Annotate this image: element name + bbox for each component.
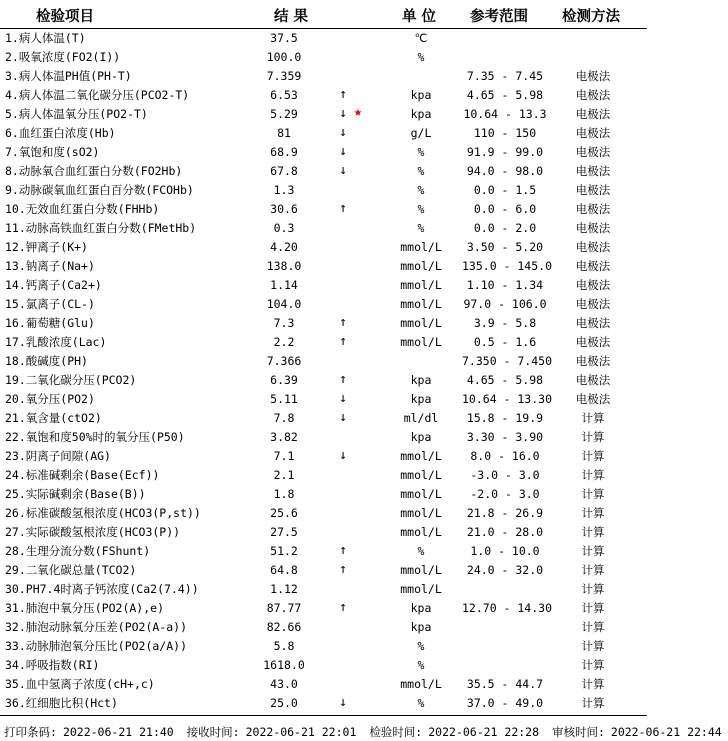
flag-arrow-icon: ↑ [339, 562, 347, 577]
item-name: 29.二氧化碳总量(TCO2) [5, 563, 137, 577]
flag-arrow-icon: ↓ [339, 695, 347, 710]
result-value: 138.0 [266, 259, 302, 273]
table-row [0, 656, 647, 675]
table-row [0, 124, 647, 143]
unit: mmol/L [400, 563, 442, 577]
result-value: 1.8 [273, 487, 295, 501]
unit: ℃ [414, 31, 428, 45]
item-name: 14.钙离子(Ca2+) [5, 278, 102, 292]
unit: kpa [410, 88, 432, 102]
test-method: 计算 [581, 582, 605, 596]
result-value: 1.14 [270, 278, 298, 292]
reference-range: 21.0 - 28.0 [466, 525, 544, 539]
table-row [0, 371, 647, 390]
critical-star-icon: ★ [353, 104, 363, 120]
test-method: 计算 [581, 677, 605, 691]
test-method: 计算 [581, 563, 605, 577]
reference-range: 35.5 - 44.7 [466, 677, 544, 691]
item-name: 24.标准碱剩余(Base(Ecf)) [5, 468, 160, 482]
item-name: 15.氯离子(CL-) [5, 297, 95, 311]
item-name: 23.阴离子间隙(AG) [5, 449, 111, 463]
unit: % [417, 145, 425, 159]
test-method: 电极法 [575, 373, 611, 387]
unit: mmol/L [400, 449, 442, 463]
table-row [0, 162, 647, 181]
table-row [0, 276, 647, 295]
result-value: 100.0 [266, 50, 302, 64]
unit: % [417, 202, 425, 216]
unit: mmol/L [400, 335, 442, 349]
item-name: 22.氧饱和度50%时的氧分压(P50) [5, 430, 185, 444]
result-value: 67.8 [270, 164, 298, 178]
item-name: 26.标准碳酸氢根浓度(HCO3(P,st)) [5, 506, 201, 520]
test-method: 计算 [581, 468, 605, 482]
result-value: 7.3 [273, 316, 295, 330]
test-method: 电极法 [575, 126, 611, 140]
result-value: 0.3 [273, 221, 295, 235]
result-value: 104.0 [266, 297, 302, 311]
print-label: 打印条码: [4, 725, 57, 739]
item-name: 2.吸氧浓度(FO2(I)) [5, 50, 121, 64]
result-value: 6.39 [270, 373, 298, 387]
unit: % [417, 164, 425, 178]
flag-arrow-icon: ↑ [339, 334, 347, 349]
result-value: 7.366 [266, 354, 302, 368]
test-method: 计算 [581, 430, 605, 444]
result-value: 7.1 [273, 449, 295, 463]
table-row [0, 333, 647, 352]
reference-range: 8.0 - 16.0 [470, 449, 540, 463]
test-method: 电极法 [575, 240, 611, 254]
test-method: 电极法 [575, 145, 611, 159]
result-value: 68.9 [270, 145, 298, 159]
table-row [0, 504, 647, 523]
table-row [0, 599, 647, 618]
test-method: 计算 [581, 601, 605, 615]
unit: mmol/L [400, 677, 442, 691]
footer-divider [0, 715, 647, 716]
reference-range: 1.10 - 1.34 [466, 278, 544, 292]
item-name: 30.PH7.4时离子钙浓度(Ca2(7.4)) [5, 582, 199, 596]
unit: kpa [410, 601, 432, 615]
test-method: 计算 [581, 658, 605, 672]
test-time: 2022-06-21 22:28 [428, 725, 540, 739]
reference-range: 12.70 - 14.30 [462, 601, 553, 615]
flag-arrow-icon: ↓ [339, 163, 347, 178]
unit: mmol/L [400, 468, 442, 482]
table-row [0, 67, 647, 86]
reference-range: 10.64 - 13.3 [463, 107, 547, 121]
reference-range: -2.0 - 3.0 [470, 487, 540, 501]
result-value: 1618.0 [263, 658, 305, 672]
test-method: 计算 [581, 411, 605, 425]
flag-arrow-icon: ↓ [339, 391, 347, 406]
reference-range: 10.64 - 13.30 [462, 392, 553, 406]
receive-time: 2022-06-21 22:01 [245, 725, 357, 739]
table-row [0, 390, 647, 409]
test-method: 电极法 [575, 259, 611, 273]
result-value: 87.77 [266, 601, 302, 615]
reference-range: 1.0 - 10.0 [470, 544, 540, 558]
item-name: 7.氧饱和度(sO2) [5, 145, 100, 159]
reference-range: 15.8 - 19.9 [466, 411, 544, 425]
unit: kpa [410, 392, 432, 406]
unit: mmol/L [400, 297, 442, 311]
item-name: 28.生理分流分数(FShunt) [5, 544, 151, 558]
reference-range: 21.8 - 26.9 [466, 506, 544, 520]
test-method: 电极法 [575, 164, 611, 178]
test-method: 计算 [581, 449, 605, 463]
unit: % [417, 183, 425, 197]
unit: % [417, 221, 425, 235]
result-value: 1.12 [270, 582, 298, 596]
table-row [0, 561, 647, 580]
receive-label: 接收时间: [186, 725, 240, 739]
test-label: 检验时间: [369, 725, 423, 739]
reference-range: 7.350 - 7.450 [462, 354, 553, 368]
table-row [0, 694, 647, 713]
unit: % [417, 544, 425, 558]
table-row [0, 637, 647, 656]
reference-range: 0.5 - 1.6 [473, 335, 537, 349]
flag-arrow-icon: ↓ [339, 448, 347, 463]
unit: mmol/L [400, 582, 442, 596]
test-method: 电极法 [575, 107, 611, 121]
table-header [0, 0, 647, 29]
result-value: 27.5 [270, 525, 298, 539]
item-name: 35.血中氢离子浓度(cH+,c) [5, 677, 155, 691]
item-name: 6.血红蛋白浓度(Hb) [5, 126, 116, 140]
reference-range: 94.0 - 98.0 [466, 164, 544, 178]
test-method: 电极法 [575, 69, 611, 83]
unit: kpa [410, 430, 432, 444]
table-row [0, 238, 647, 257]
table-row [0, 523, 647, 542]
result-value: 2.2 [273, 335, 295, 349]
table-row [0, 466, 647, 485]
audit-label: 审核时间: [551, 725, 605, 739]
item-name: 25.实际碱剩余(Base(B)) [5, 487, 146, 501]
header-reference: 参考范围 [470, 9, 528, 25]
item-name: 5.病人体温氧分压(PO2-T) [5, 107, 148, 121]
test-method: 电极法 [575, 183, 611, 197]
reference-range: 3.30 - 3.90 [466, 430, 544, 444]
reference-range: 0.0 - 6.0 [473, 202, 537, 216]
table-row [0, 219, 647, 238]
item-name: 27.实际碳酸氢根浓度(HCO3(P)) [5, 525, 181, 539]
reference-range: 97.0 - 106.0 [463, 297, 547, 311]
unit: kpa [410, 620, 432, 634]
table-row [0, 580, 647, 599]
result-value: 7.8 [273, 411, 295, 425]
reference-range: 37.0 - 49.0 [466, 696, 544, 710]
result-value: 2.1 [273, 468, 295, 482]
unit: kpa [410, 107, 432, 121]
flag-arrow-icon: ↓ [339, 144, 347, 159]
audit-time: 2022-06-21 22:44 [610, 725, 722, 739]
test-method: 计算 [581, 620, 605, 634]
item-name: 4.病人体温二氧化碳分压(PCO2-T) [5, 88, 190, 102]
flag-arrow-icon: ↑ [339, 315, 347, 330]
result-value: 5.11 [270, 392, 298, 406]
result-value: 82.66 [266, 620, 302, 634]
test-method: 计算 [581, 525, 605, 539]
result-value: 1.3 [273, 183, 295, 197]
test-method: 电极法 [575, 335, 611, 349]
result-value: 5.8 [273, 639, 295, 653]
unit: mmol/L [400, 259, 442, 273]
result-value: 7.359 [266, 69, 302, 83]
item-name: 21.氧含量(ctO2) [5, 411, 102, 425]
result-value: 51.2 [270, 544, 298, 558]
item-name: 31.肺泡中氧分压(PO2(A),e) [5, 601, 165, 615]
flag-arrow-icon: ↑ [339, 600, 347, 615]
result-value: 37.5 [270, 31, 298, 45]
item-name: 8.动脉氧合血红蛋白分数(FO2Hb) [5, 164, 183, 178]
reference-range: 7.35 - 7.45 [466, 69, 544, 83]
result-table-body [0, 29, 647, 713]
item-name: 17.乳酸浓度(Lac) [5, 335, 107, 349]
result-value: 43.0 [270, 677, 298, 691]
reference-range: 24.0 - 32.0 [466, 563, 544, 577]
item-name: 13.钠离子(Na+) [5, 259, 95, 273]
test-method: 电极法 [575, 354, 611, 368]
test-method: 电极法 [575, 221, 611, 235]
result-value: 6.53 [270, 88, 298, 102]
flag-arrow-icon: ↓ [339, 106, 347, 121]
result-value: 4.20 [270, 240, 298, 254]
test-method: 电极法 [575, 202, 611, 216]
unit: mmol/L [400, 487, 442, 501]
reference-range: 3.9 - 5.8 [473, 316, 537, 330]
item-name: 18.酸碱度(PH) [5, 354, 88, 368]
test-method: 计算 [581, 696, 605, 710]
test-method: 计算 [581, 487, 605, 501]
item-name: 32.肺泡动脉氧分压差(PO2(A-a)) [5, 620, 188, 634]
table-row [0, 257, 647, 276]
test-method: 计算 [581, 544, 605, 558]
unit: % [417, 50, 425, 64]
unit: mmol/L [400, 506, 442, 520]
test-method: 计算 [581, 506, 605, 520]
flag-arrow-icon: ↓ [339, 125, 347, 140]
header-method: 检测方法 [562, 9, 620, 25]
result-value: 3.82 [270, 430, 298, 444]
unit: kpa [410, 373, 432, 387]
flag-arrow-icon: ↑ [339, 201, 347, 216]
reference-range: 91.9 - 99.0 [466, 145, 544, 159]
report-footer [4, 724, 728, 740]
table-row [0, 447, 647, 466]
test-method: 计算 [581, 639, 605, 653]
unit: mmol/L [400, 316, 442, 330]
item-name: 3.病人体温PH值(PH-T) [5, 69, 132, 83]
result-value: 5.29 [270, 107, 298, 121]
item-name: 16.葡萄糖(Glu) [5, 316, 95, 330]
unit: ml/dl [403, 411, 439, 425]
table-row [0, 48, 647, 67]
flag-arrow-icon: ↑ [339, 87, 347, 102]
reference-range: 0.0 - 1.5 [473, 183, 537, 197]
test-method: 电极法 [575, 392, 611, 406]
table-row [0, 143, 647, 162]
result-value: 81 [277, 126, 291, 140]
flag-arrow-icon: ↑ [339, 372, 347, 387]
unit: % [417, 639, 425, 653]
flag-arrow-icon: ↓ [339, 410, 347, 425]
header-result: 结 果 [274, 9, 309, 25]
print-time: 2022-06-21 21:40 [62, 725, 174, 739]
unit: % [417, 696, 425, 710]
reference-range: 4.65 - 5.98 [466, 373, 544, 387]
item-name: 10.无效血红蛋白分数(FHHb) [5, 202, 160, 216]
table-row [0, 485, 647, 504]
item-name: 11.动脉高铁血红蛋白分数(FMetHb) [5, 221, 197, 235]
table-row [0, 200, 647, 219]
unit: mmol/L [400, 240, 442, 254]
test-method: 电极法 [575, 316, 611, 330]
result-value: 25.0 [270, 696, 298, 710]
reference-range: 110 - 150 [473, 126, 537, 140]
item-name: 12.钾离子(K+) [5, 240, 88, 254]
item-name: 34.呼吸指数(RI) [5, 658, 100, 672]
item-name: 9.动脉碳氧血红蛋白百分数(FCOHb) [5, 183, 194, 197]
table-row [0, 352, 647, 371]
reference-range: 4.65 - 5.98 [466, 88, 544, 102]
table-row [0, 29, 647, 48]
reference-range: 3.50 - 5.20 [466, 240, 544, 254]
table-row [0, 105, 647, 124]
unit: mmol/L [400, 525, 442, 539]
test-method: 电极法 [575, 88, 611, 102]
reference-range: 0.0 - 2.0 [473, 221, 537, 235]
table-row [0, 295, 647, 314]
table-row [0, 409, 647, 428]
unit: mmol/L [400, 278, 442, 292]
table-row [0, 86, 647, 105]
header-item: 检验项目 [36, 9, 94, 25]
unit: % [417, 658, 425, 672]
test-method: 电极法 [575, 278, 611, 292]
table-row [0, 618, 647, 637]
result-value: 25.6 [270, 506, 298, 520]
result-value: 64.8 [270, 563, 298, 577]
unit: g/L [410, 126, 432, 140]
header-unit: 单 位 [402, 9, 437, 25]
reference-range: 135.0 - 145.0 [462, 259, 553, 273]
table-row [0, 314, 647, 333]
test-method: 电极法 [575, 297, 611, 311]
table-row [0, 428, 647, 447]
table-row [0, 181, 647, 200]
table-row [0, 675, 647, 694]
item-name: 19.二氧化碳分压(PCO2) [5, 373, 137, 387]
item-name: 1.病人体温(T) [5, 31, 86, 45]
item-name: 36.红细胞比积(Hct) [5, 696, 118, 710]
flag-arrow-icon: ↑ [339, 543, 347, 558]
result-value: 30.6 [270, 202, 298, 216]
reference-range: -3.0 - 3.0 [470, 468, 540, 482]
item-name: 20.氧分压(PO2) [5, 392, 95, 406]
item-name: 33.动脉肺泡氧分压比(PO2(a/A)) [5, 639, 188, 653]
table-row [0, 542, 647, 561]
